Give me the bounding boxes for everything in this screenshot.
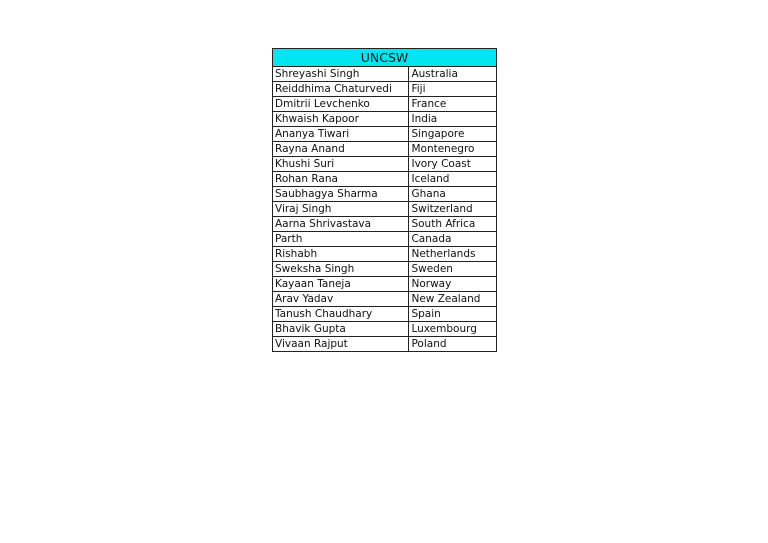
delegate-name-cell: Shreyashi Singh: [273, 67, 409, 82]
table-row: [273, 292, 497, 307]
country-cell: India: [409, 112, 497, 127]
delegate-name-cell: Vivaan Rajput: [273, 337, 409, 352]
country-cell: Iceland: [409, 172, 497, 187]
country-cell: Australia: [409, 67, 497, 82]
table-row: [273, 217, 497, 232]
country-cell: Canada: [409, 232, 497, 247]
table-row: [273, 97, 497, 112]
country-cell: Singapore: [409, 127, 497, 142]
table-row: [273, 127, 497, 142]
delegate-name-cell: Tanush Chaudhary: [273, 307, 409, 322]
table-row: [273, 157, 497, 172]
country-cell: Poland: [409, 337, 497, 352]
delegate-name-cell: Arav Yadav: [273, 292, 409, 307]
delegate-name-cell: Bhavik Gupta: [273, 322, 409, 337]
delegate-name-cell: Khushi Suri: [273, 157, 409, 172]
country-cell: France: [409, 97, 497, 112]
table-row: [273, 142, 497, 157]
delegate-name-cell: Rayna Anand: [273, 142, 409, 157]
country-cell: Norway: [409, 277, 497, 292]
delegate-name-cell: Reiddhima Chaturvedi: [273, 82, 409, 97]
country-cell: Spain: [409, 307, 497, 322]
table-row: [273, 112, 497, 127]
committee-title: UNCSW: [273, 49, 497, 67]
country-cell: Fiji: [409, 82, 497, 97]
delegate-name-cell: Parth: [273, 232, 409, 247]
table-row: [273, 247, 497, 262]
country-cell: Sweden: [409, 262, 497, 277]
country-cell: Ghana: [409, 187, 497, 202]
country-cell: Luxembourg: [409, 322, 497, 337]
table-row: [273, 277, 497, 292]
table-row: [273, 202, 497, 217]
country-cell: Netherlands: [409, 247, 497, 262]
delegate-name-cell: Kayaan Taneja: [273, 277, 409, 292]
delegate-name-cell: Khwaish Kapoor: [273, 112, 409, 127]
country-cell: Ivory Coast: [409, 157, 497, 172]
country-cell: New Zealand: [409, 292, 497, 307]
table-row: [273, 307, 497, 322]
country-cell: South Africa: [409, 217, 497, 232]
country-cell: Montenegro: [409, 142, 497, 157]
delegate-name-cell: Aarna Shrivastava: [273, 217, 409, 232]
table-row: [273, 322, 497, 337]
delegate-name-cell: Dmitrii Levchenko: [273, 97, 409, 112]
table-row: [273, 232, 497, 247]
delegate-name-cell: Sweksha Singh: [273, 262, 409, 277]
delegate-name-cell: Rohan Rana: [273, 172, 409, 187]
table-row: [273, 262, 497, 277]
table-body: [273, 67, 497, 352]
country-cell: Switzerland: [409, 202, 497, 217]
table-row: [273, 187, 497, 202]
header-row: [273, 49, 497, 67]
table-row: [273, 67, 497, 82]
delegate-name-cell: Rishabh: [273, 247, 409, 262]
table-row: [273, 82, 497, 97]
table-row: [273, 172, 497, 187]
delegate-name-cell: Viraj Singh: [273, 202, 409, 217]
table-row: [273, 337, 497, 352]
delegate-name-cell: Ananya Tiwari: [273, 127, 409, 142]
allocation-table: [272, 48, 497, 352]
delegate-name-cell: Saubhagya Sharma: [273, 187, 409, 202]
